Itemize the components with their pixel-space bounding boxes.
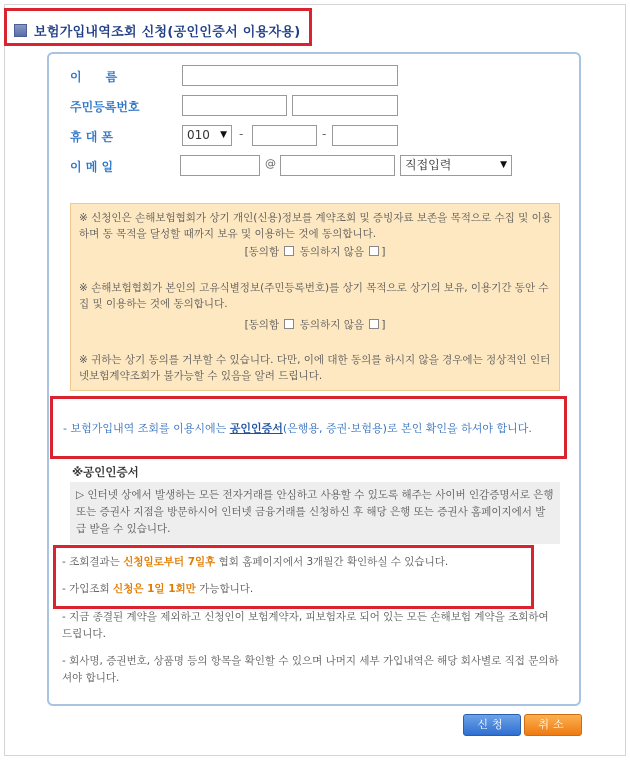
consent-para-2: ※ 손해보험협회가 본인의 고유식별정보(주민등록번호)를 상기 목적으로 상기의 보유, 이용기간 동안 수집 및 이용하는 것에 동의합니다. (79, 282, 549, 310)
page-title (14, 21, 300, 40)
note-3: - 지금 종결된 계약을 제외하고 신청인이 보험계약자, 피보험자로 되어 있는 모든 손해보험 계약을 조회하여 드립니다. (62, 611, 549, 640)
phone-last-input[interactable] (332, 125, 398, 146)
disagree-label: 동의하지 않음 (299, 319, 364, 331)
disagree-checkbox-1[interactable] (369, 246, 379, 256)
consent-box (70, 203, 560, 391)
name-input[interactable] (182, 65, 398, 86)
cert-notice-text (63, 420, 563, 437)
cert-info-box (70, 482, 560, 544)
rrn-back-input[interactable] (292, 95, 398, 116)
email-at-sign: @ (265, 157, 276, 170)
note-1-c: 협회 홈페이지에서 3개월간 확인하실 수 있습니다. (215, 556, 449, 568)
agree-checkbox-1[interactable] (284, 246, 294, 256)
email-id-input[interactable] (180, 155, 260, 176)
note-2-c: 가능합니다. (195, 583, 254, 595)
cert-notice-suffix: (은행용, 증권·보험용)로 본인 확인을 하셔야 합니다. (282, 422, 532, 435)
agree-checkbox-2[interactable] (284, 319, 294, 329)
dropdown-arrow-icon: ▼ (500, 160, 507, 170)
note-1 (62, 554, 532, 571)
consent-choice-2 (71, 317, 559, 333)
note-2-a: - 가입조회 (62, 583, 114, 595)
cert-info-heading: ※공인인증서 (72, 465, 139, 479)
email-domain-input[interactable] (280, 155, 395, 176)
bracket-close: ] (381, 246, 386, 258)
note-4: - 회사명, 증권번호, 상품명 등의 항목을 확인할 수 있으며 나머지 세부 가입내역은 해당 회사별로 직접 문의하셔야 합니다. (62, 655, 559, 684)
phone-prefix-value: 010 (187, 128, 210, 142)
dropdown-arrow-icon: ▼ (220, 130, 227, 140)
bracket-close: ] (381, 319, 386, 331)
cert-info-body: ▷ 인터넷 상에서 발생하는 모든 전자거래를 안심하고 사용할 수 있도록 해주는 사이버 인감증명서로 은행 또는 증권사 지점을 방문하시어 인터넷 금융거래를 신청하신 후 해당 은행 또는 증권사 홈페이지에서 발급 받을 수 있습니다. (76, 489, 554, 535)
phone-dash-1: - (239, 127, 244, 141)
cancel-button[interactable]: 취소 (524, 714, 582, 736)
cert-notice-highlight (50, 396, 567, 459)
consent-para-3: ※ 귀하는 상기 동의를 거부할 수 있습니다. 다만, 이에 대한 동의를 하시지 않을 경우에는 정상적인 인터넷보험계약조회가 불가능할 수 있음을 알려 드립니다. (79, 354, 551, 382)
rrn-label: 주민등록번호 (70, 100, 140, 114)
title-bullet-icon (14, 24, 27, 37)
agree-label: [동의함 (244, 319, 280, 331)
email-label: 이 메 일 (70, 160, 114, 174)
note-2-emph: 신청은 1일 1회만 (113, 583, 196, 595)
phone-dash-2: - (322, 127, 327, 141)
phone-middle-input[interactable] (252, 125, 317, 146)
cert-link[interactable]: 공인인증서 (229, 422, 283, 435)
disagree-checkbox-2[interactable] (369, 319, 379, 329)
note-1-a: - 조회결과는 (62, 556, 124, 568)
rrn-front-input[interactable] (182, 95, 287, 116)
note-2 (62, 581, 532, 598)
email-domain-select-value: 직접입력 (405, 158, 452, 172)
cert-notice-prefix: - 보험가입내역 조회를 이용시에는 (63, 422, 230, 435)
consent-choice-1 (71, 244, 559, 260)
phone-label: 휴 대 폰 (70, 130, 114, 144)
email-domain-select[interactable] (400, 155, 512, 176)
consent-para-1: ※ 신청인은 손해보험협회가 상기 개인(신용)정보를 계약조회 및 증빙자료 보존을 목적으로 수집 및 이용하며 동 목적을 달성할 때까지 보유 및 이용하는 것에 동의합니다. (79, 212, 552, 240)
disagree-label: 동의하지 않음 (299, 246, 364, 258)
page-title-text: 보험가입내역조회 신청(공인인증서 이용자용) (34, 25, 301, 40)
submit-button[interactable]: 신청 (463, 714, 521, 736)
agree-label: [동의함 (244, 246, 280, 258)
name-label: 이 름 (70, 70, 118, 84)
phone-prefix-select[interactable] (182, 125, 232, 146)
note-1-emph: 신청일로부터 7일후 (123, 556, 216, 568)
